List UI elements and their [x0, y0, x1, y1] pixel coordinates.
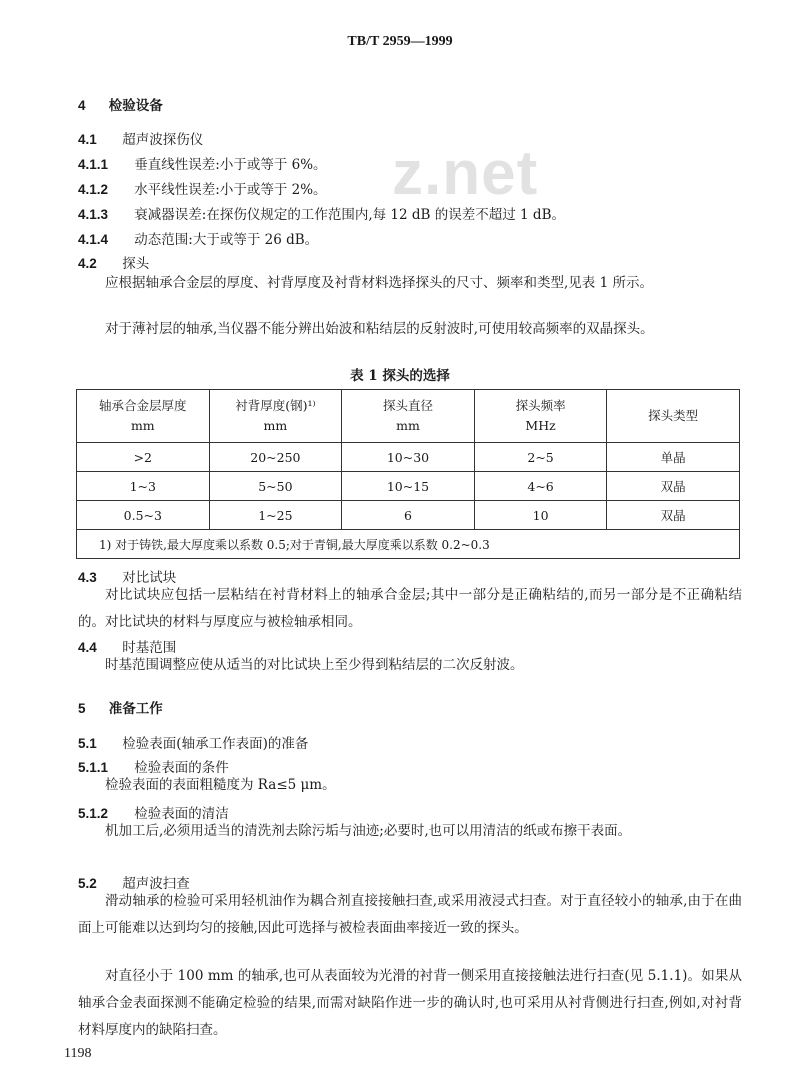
section-4-2-heading: 4.2 探头 — [78, 256, 150, 272]
table-header-cell: 探头直径 mm — [342, 390, 475, 443]
clause-4-1-4: 4.1.4 动态范围:大于或等于 26 dB。 — [78, 232, 319, 248]
table-header-cell: 衬背厚度(钢)¹⁾ mm — [209, 390, 342, 443]
table-row — [77, 501, 740, 530]
section-4-heading: 4 检验设备 — [78, 98, 163, 114]
table-cell: 2~5 — [474, 443, 607, 472]
paragraph-5-1-2: 机加工后,必须用适当的清洗剂去除污垢与油迹;必要时,也可以用清洁的纸或布擦干表面。 — [105, 823, 632, 839]
table-cell: 单晶 — [607, 443, 740, 472]
section-4-4-heading: 4.4 时基范围 — [78, 640, 177, 656]
standard-header: TB/T 2959—1999 — [347, 34, 453, 49]
paragraph-5-1-1: 检验表面的表面粗糙度为 Ra≤5 μm。 — [105, 777, 336, 793]
table-cell: >2 — [77, 443, 210, 472]
table-cell: 10~15 — [342, 472, 475, 501]
table-row — [77, 472, 740, 501]
paragraph-4-2-b: 对于薄衬层的轴承,当仪器不能分辨出始波和粘结层的反射波时,可使用较高频率的双晶探头。 — [105, 321, 654, 337]
clause-4-1-1: 4.1.1 垂直线性误差:小于或等于 6%。 — [78, 157, 327, 173]
section-5-1-2-heading: 5.1.2 检验表面的清洁 — [78, 806, 229, 822]
section-5-1-heading: 5.1 检验表面(轴承工作表面)的准备 — [78, 736, 309, 752]
probe-selection-table — [76, 389, 740, 559]
paragraph-4-2-a: 应根据轴承合金层的厚度、衬背厚度及衬背材料选择探头的尺寸、频率和类型,见表 1 所示。 — [105, 275, 653, 291]
table-cell: 6 — [342, 501, 475, 530]
table-cell: 5~50 — [209, 472, 342, 501]
section-4-1-heading: 4.1 超声波探伤仪 — [78, 132, 204, 148]
clause-4-1-3: 4.1.3 衰减器误差:在探伤仪规定的工作范围内,每 12 dB 的误差不超过 1 dB。 — [78, 207, 565, 223]
paragraph-5-2-a: 滑动轴承的检验可采用轻机油作为耦合剂直接接触扫查,或采用液浸式扫查。对于直径较小的轴承,由于在曲面上可能难以达到均匀的接触,因此可选择与被检表面曲率接近一致的探头。 — [78, 893, 742, 936]
section-5-1-1-heading: 5.1.1 检验表面的条件 — [78, 760, 229, 776]
table-cell: 1~25 — [209, 501, 342, 530]
section-5-2-heading: 5.2 超声波扫查 — [78, 876, 190, 892]
table-cell: 10~30 — [342, 443, 475, 472]
table-1-caption: 表 1 探头的选择 — [350, 368, 450, 384]
table-cell: 4~6 — [474, 472, 607, 501]
table-footnote-row — [77, 530, 740, 559]
table-header-cell: 探头类型 — [607, 390, 740, 443]
watermark: z.net — [392, 139, 539, 208]
table-cell: 10 — [474, 501, 607, 530]
table-cell: 0.5~3 — [77, 501, 210, 530]
table-cell: 20~250 — [209, 443, 342, 472]
paragraph-4-3: 对比试块应包括一层粘结在衬背材料上的轴承合金层;其中一部分是正确粘结的,而另一部分是不正确粘结的。对比试块的材料与厚度应与被检轴承相同。 — [78, 587, 742, 630]
page-number: 1198 — [64, 1046, 92, 1061]
table-cell: 双晶 — [607, 501, 740, 530]
table-header-cell: 轴承合金层厚度 mm — [77, 390, 210, 443]
table-cell: 1~3 — [77, 472, 210, 501]
table-header-cell: 探头频率 MHz — [474, 390, 607, 443]
table-footnote: 1) 对于铸铁,最大厚度乘以系数 0.5;对于青铜,最大厚度乘以系数 0.2~0.3 — [77, 530, 740, 559]
table-header-row — [77, 390, 740, 443]
clause-4-1-2: 4.1.2 水平线性误差:小于或等于 2%。 — [78, 182, 327, 198]
paragraph-4-4: 时基范围调整应使从适当的对比试块上至少得到粘结层的二次反射波。 — [105, 657, 524, 673]
table-row — [77, 443, 740, 472]
table-cell: 双晶 — [607, 472, 740, 501]
section-5-heading: 5 准备工作 — [78, 701, 163, 717]
paragraph-5-2-b: 对直径小于 100 mm 的轴承,也可从表面较为光滑的衬背一侧采用直接接触法进行扫查(见 5.1.1)。如果从轴承合金表面探测不能确定检验的结果,而需对缺陷作进一步的确认时,也可采用从衬背侧进行扫查,例如,对衬背材料厚度内的缺陷扫查。 — [78, 968, 742, 1038]
section-4-3-heading: 4.3 对比试块 — [78, 570, 177, 586]
